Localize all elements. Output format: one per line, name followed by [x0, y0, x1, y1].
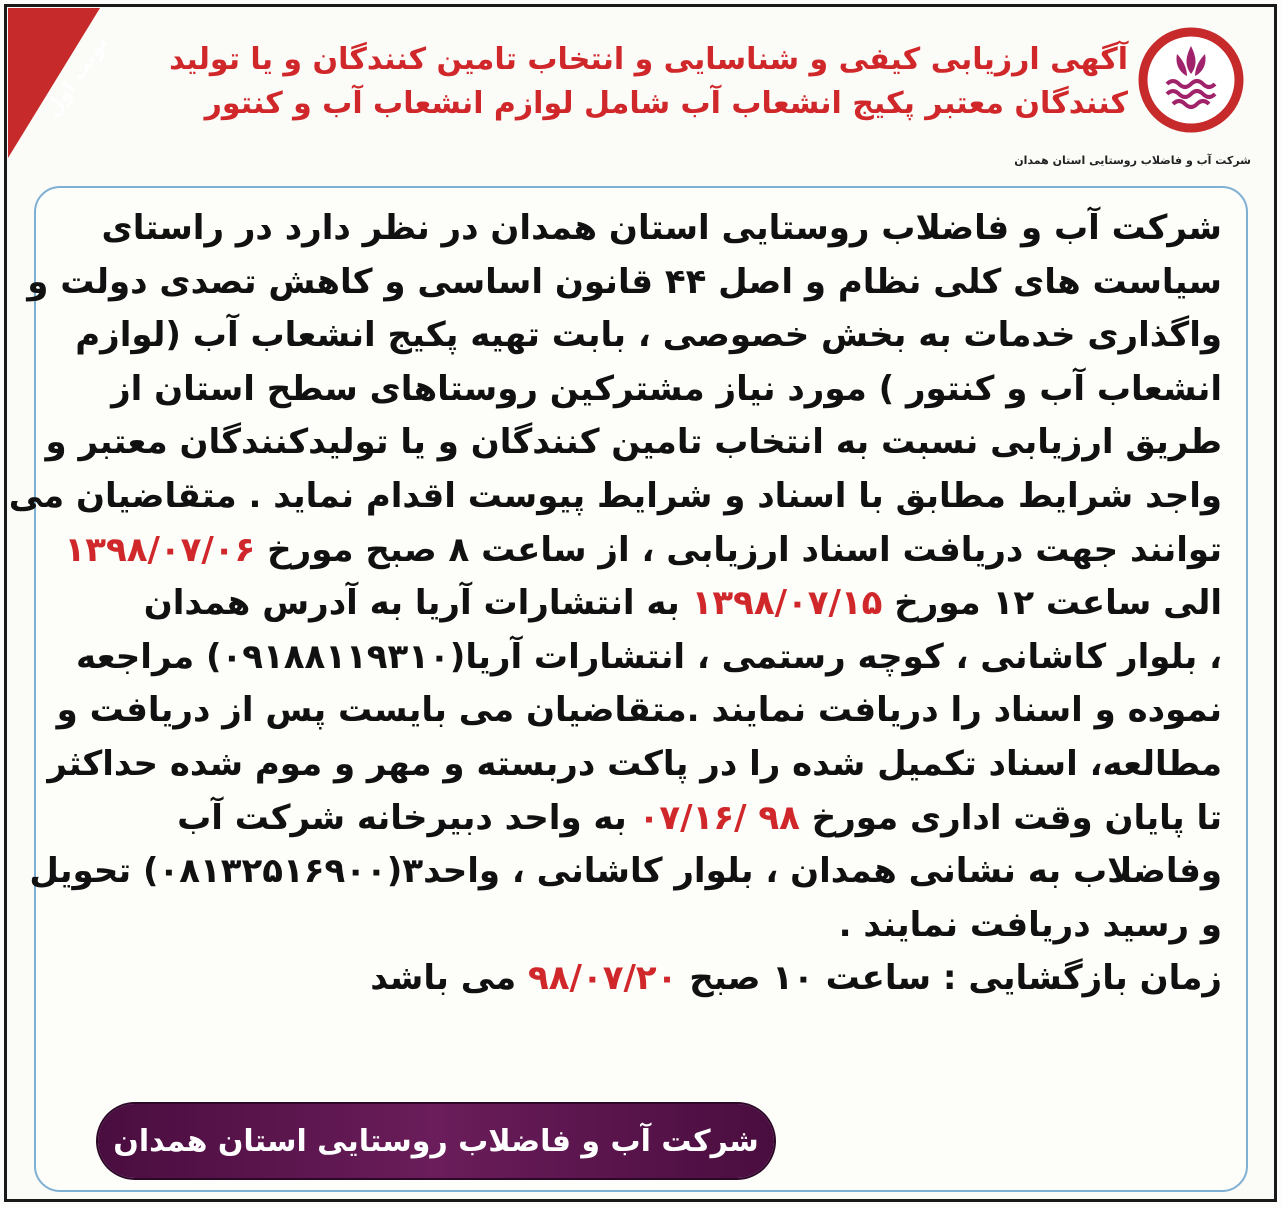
body-line: وفاضلاب به نشانی همدان ، بلوار کاشانی ، واحد۳(۰۸۱۳۲۵۱۶۹۰۰) تحویل: [29, 851, 1222, 892]
water-company-logo-icon: [1139, 28, 1243, 132]
submission-deadline-date: ۹۸ /۰۷/۱۶: [638, 797, 800, 838]
body-line: [56, 524, 1222, 578]
document-end-date: ۱۳۹۸/۰۷/۱۵: [691, 583, 883, 624]
opening-date: ۹۸/۰۷/۲۰: [528, 958, 678, 999]
first-publication-banner: [8, 8, 113, 158]
body-line: واگذاری خدمات به بخش خصوصی ، بابت تهیه پکیج انشعاب آب (لوازم: [75, 315, 1222, 356]
body-line: سیاست های کلی نظام و اصل ۴۴ قانون اساسی و کاهش تصدی دولت و: [27, 261, 1222, 302]
body-line: [56, 952, 1222, 1006]
body-line: طریق ارزیابی نسبت به انتخاب تامین کنندگان و یا تولیدکنندگان معتبر و: [45, 422, 1222, 463]
body-line: [56, 577, 1222, 631]
body-line: شرکت آب و فاضلاب روستایی استان همدان در نظر دارد در راستای: [101, 208, 1222, 248]
company-signature-bar: [98, 1104, 774, 1178]
body-line: واجد شرایط مطابق با اسناد و شرایط پیوست اقدام نماید . متقاضیان می: [8, 475, 1222, 516]
body-text-fragment: می باشد: [370, 958, 529, 999]
body-text-fragment: زمان بازگشایی : ساعت ۱۰ صبح: [677, 958, 1222, 999]
body-line: مطالعه، اسناد تکمیل شده را در پاکت دربسته و مهر و موم شده حداکثر: [47, 743, 1222, 784]
body-line: ، بلوار کاشانی ، کوچه رستمی ، انتشارات آریا(۰۹۱۸۸۱۱۹۳۱۰) مراجعه: [75, 636, 1222, 677]
notice-title: [128, 38, 1128, 126]
body-text-fragment: توانند جهت دریافت اسناد ارزیابی ، از ساعت ۸ صبح مورخ: [255, 529, 1222, 570]
title-line-2: کنندگان معتبر پکیج انشعاب آب شامل لوازم انشعاب آب و کنتور: [204, 86, 1128, 121]
body-line: انشعاب آب و کنتور ) مورد نیاز مشترکین روستاهای سطح استان از: [111, 368, 1222, 409]
company-signature: شرکت آب و فاضلاب روستایی استان همدان: [113, 1123, 759, 1159]
banner-ribbon: [8, 8, 100, 158]
body-text-fragment: الی ساعت ۱۲ مورخ: [882, 583, 1222, 624]
body-text-fragment: به انتشارات آریا به آدرس همدان: [143, 583, 692, 624]
body-text-fragment: به واحد دبیرخانه شرکت آب: [177, 797, 639, 838]
banner-label: نوبت اول: [39, 31, 113, 121]
logo-caption: شرکت آب و فاضلاب روستایی استان همدان: [1014, 154, 1251, 167]
body-text-fragment: تا پایان وقت اداری مورخ: [799, 797, 1222, 838]
notice-body-text: [8, 202, 1222, 1006]
body-line: [56, 792, 1222, 846]
body-line: و رسید دریافت نمایند .: [838, 904, 1222, 945]
title-line-1: آگهی ارزیابی کیفی و شناسایی و انتخاب تامین کنندگان و یا تولید: [169, 42, 1128, 77]
body-line: نموده و اسناد را دریافت نمایند .متقاضیان می بایست پس از دریافت و: [56, 690, 1222, 731]
document-start-date: ۱۳۹۸/۰۷/۰۶: [64, 529, 256, 570]
notice-header: [8, 8, 1273, 166]
